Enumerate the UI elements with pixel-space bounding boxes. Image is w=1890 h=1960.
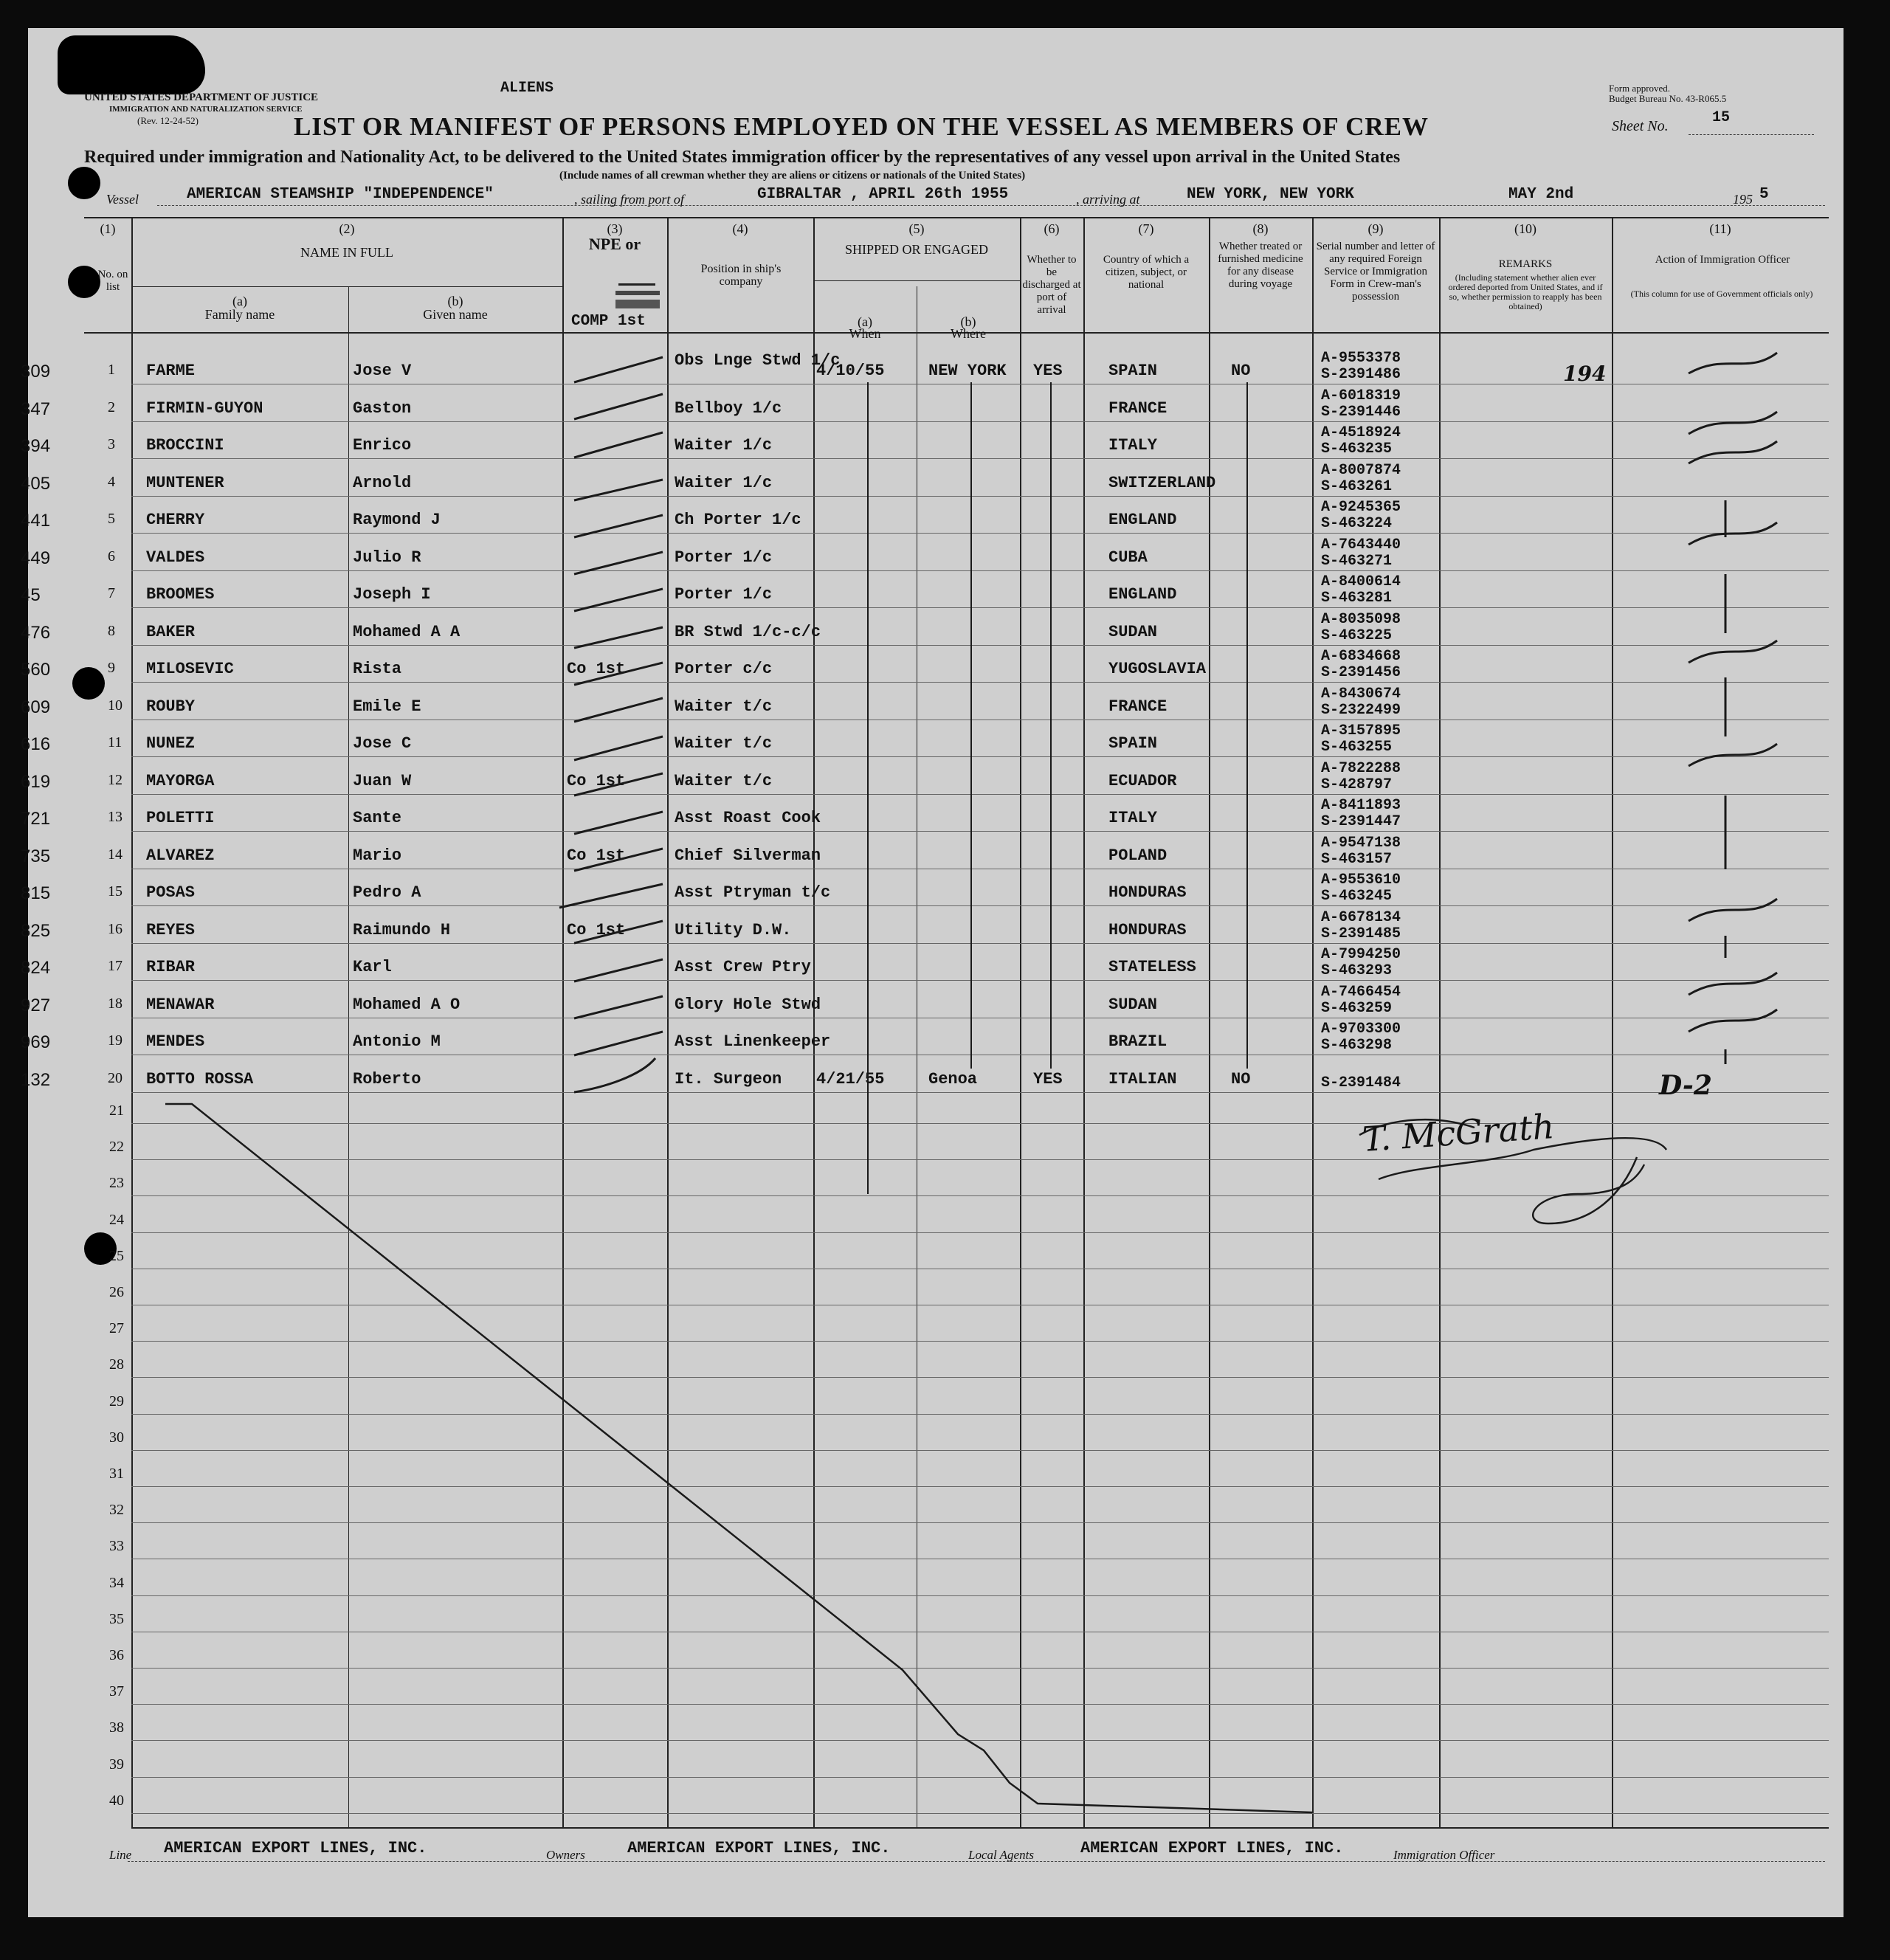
budget-bureau: Budget Bureau No. 43-R065.5 xyxy=(1609,93,1727,104)
row-country: HONDURAS xyxy=(1108,883,1187,902)
row-family-name: NUNEZ xyxy=(146,734,196,753)
row-serial-a: A-8400614 xyxy=(1321,573,1401,590)
empty-row-number: 28 xyxy=(109,1356,124,1373)
handwriting-overlay xyxy=(28,28,1844,1917)
row-serial-s: S-463235 xyxy=(1321,441,1393,458)
row-family-name: REYES xyxy=(146,920,196,939)
row-serial-a: A-7466454 xyxy=(1321,983,1401,1001)
row-country: ENGLAND xyxy=(1108,511,1177,529)
col6-label: Whether to be discharged at port of arrival xyxy=(1022,254,1081,316)
row-position: Porter 1/c xyxy=(675,548,773,567)
row-npe-value: Co 1st xyxy=(567,660,626,678)
row-row-number: 3 xyxy=(108,436,115,452)
row-ref-number: 735 xyxy=(21,846,51,866)
row-row-number: 2 xyxy=(108,398,115,415)
row-family-name: ROUBY xyxy=(146,697,196,716)
footer-owners-label: Owners xyxy=(546,1848,585,1862)
row-serial-a: A-7643440 xyxy=(1321,536,1401,553)
row-serial-a: A-8007874 xyxy=(1321,461,1401,479)
empty-row-number: 36 xyxy=(109,1647,124,1663)
footer-agents-label: Local Agents xyxy=(968,1848,1034,1862)
row-ref-number: 347 xyxy=(21,398,51,419)
col11-note: (This column for use of Government officials only) xyxy=(1630,289,1813,299)
footer-officer-label: Immigration Officer xyxy=(1393,1848,1495,1862)
officer-signature: T. McGrath xyxy=(1361,1105,1556,1160)
row-given-name: Raimundo H xyxy=(353,920,451,939)
row-row-number: 7 xyxy=(108,585,115,601)
row-position: Bellboy 1/c xyxy=(675,398,782,418)
row-country: POLAND xyxy=(1108,846,1168,865)
row-family-name: BAKER xyxy=(146,622,196,641)
row-family-name: POSAS xyxy=(146,883,196,902)
row-position: Waiter t/c xyxy=(675,697,773,716)
row-given-name: Enrico xyxy=(353,436,412,455)
row-serial-a: A-9547138 xyxy=(1321,834,1401,852)
col2a-num: (a) xyxy=(232,294,247,308)
col6-num: (6) xyxy=(1044,221,1060,236)
col5a-label: When xyxy=(849,326,881,341)
row-position: It. Surgeon xyxy=(675,1069,782,1088)
row-serial-a: A-3157895 xyxy=(1321,722,1401,739)
row-serial-s: S-463298 xyxy=(1321,1037,1393,1054)
row-position: Porter c/c xyxy=(675,660,773,678)
col11-num: (11) xyxy=(1709,221,1731,236)
row-row-number: 20 xyxy=(108,1069,123,1086)
row-country: SUDAN xyxy=(1108,995,1158,1014)
empty-row-number: 32 xyxy=(109,1502,124,1519)
year-prefix: 195 xyxy=(1733,192,1753,207)
empty-row-number: 23 xyxy=(109,1175,124,1192)
row-family-name: BOTTO ROSSA xyxy=(146,1069,254,1088)
row-ref-number: 405 xyxy=(21,473,51,494)
row-serial-s: S-2391447 xyxy=(1321,813,1401,830)
row-serial-s: S-463225 xyxy=(1321,627,1393,644)
row-ref-number: 560 xyxy=(21,660,51,680)
empty-row-number: 30 xyxy=(109,1429,124,1446)
row-row-number: 12 xyxy=(108,771,123,788)
row-row-number: 4 xyxy=(108,473,115,490)
empty-row-number: 25 xyxy=(109,1247,124,1264)
col10-num: (10) xyxy=(1514,221,1537,236)
row-family-name: FARME xyxy=(146,362,196,380)
row-given-name: Roberto xyxy=(353,1069,421,1088)
row-serial-a: A-9553378 xyxy=(1321,350,1401,367)
form-revision: (Rev. 12-24-52) xyxy=(137,115,199,126)
row-ref-number: 927 xyxy=(21,995,51,1015)
row-serial-a: A-9245365 xyxy=(1321,499,1401,516)
row-given-name: Raymond J xyxy=(353,511,441,529)
row-position: Chief Silverman xyxy=(675,846,821,865)
row-medicine: NO xyxy=(1231,1069,1251,1088)
row-ref-number: 394 xyxy=(21,436,51,456)
col2a-label: Family name xyxy=(204,307,275,322)
row-position: Waiter 1/c xyxy=(675,436,773,455)
row-country: CUBA xyxy=(1108,548,1148,567)
row-serial-a: A-7994250 xyxy=(1321,946,1401,963)
row-family-name: FIRMIN-GUYON xyxy=(146,398,263,418)
row-family-name: RIBAR xyxy=(146,958,196,976)
row-country: ENGLAND xyxy=(1108,585,1177,604)
row-family-name: MILOSEVIC xyxy=(146,660,234,678)
subnote: (Include names of all crewman whether they are aliens or citizens or nationals of the United States) xyxy=(559,170,1026,182)
row-position: Waiter t/c xyxy=(675,734,773,753)
row-ref-number: 619 xyxy=(21,771,51,792)
row-serial-s: S-463293 xyxy=(1321,962,1393,979)
row-npe-value: Co 1st xyxy=(567,920,626,939)
row-row-number: 9 xyxy=(108,660,115,676)
row-row-number: 13 xyxy=(108,809,123,825)
row-serial-a: A-7822288 xyxy=(1321,759,1401,777)
row-serial-s: S-2391485 xyxy=(1321,925,1401,942)
empty-row-number: 26 xyxy=(109,1284,124,1300)
row-ref-number: 132 xyxy=(21,1069,51,1090)
row-country: ITALY xyxy=(1108,809,1158,827)
sailing-port: GIBRALTAR , APRIL 26th 1955 xyxy=(757,186,1009,203)
col1-label: No. on list xyxy=(97,269,128,293)
row-country: STATELESS xyxy=(1108,958,1196,976)
row-country: SPAIN xyxy=(1108,362,1158,380)
row-country: ECUADOR xyxy=(1108,771,1177,790)
row-given-name: Mohamed A O xyxy=(353,995,461,1014)
row-family-name: MENAWAR xyxy=(146,995,215,1014)
empty-row-number: 27 xyxy=(109,1320,124,1337)
row-family-name: MAYORGA xyxy=(146,771,215,790)
row-serial-s: S-463245 xyxy=(1321,888,1393,905)
row-family-name: MUNTENER xyxy=(146,473,224,492)
row-npe-value: Co 1st xyxy=(567,846,626,865)
row-ref-number: 616 xyxy=(21,734,51,754)
empty-row-number: 24 xyxy=(109,1211,124,1228)
row-position: Asst Ptryman t/c xyxy=(675,883,831,902)
cancel-line xyxy=(165,1104,1312,1812)
row-country: FRANCE xyxy=(1108,398,1168,418)
col5-label: SHIPPED OR ENGAGED xyxy=(844,242,988,257)
page-title: LIST OR MANIFEST OF PERSONS EMPLOYED ON THE VESSEL AS MEMBERS OF CREW xyxy=(294,112,1429,141)
row-given-name: Jose C xyxy=(353,734,412,753)
row-family-name: MENDES xyxy=(146,1032,205,1051)
vessel-label: Vessel xyxy=(106,192,139,207)
row-country: ITALIAN xyxy=(1108,1069,1177,1088)
row-position: Obs Lnge Stwd 1/c xyxy=(675,351,841,370)
row-family-name: BROCCINI xyxy=(146,436,224,455)
row-position: Asst Roast Cook xyxy=(675,809,821,827)
sailing-label: , sailing from port of xyxy=(574,192,684,207)
row-position: Asst Crew Ptry xyxy=(675,958,811,976)
col9-label: Serial number and letter of any required Foreign Service or Immigration Form in Crew-man's possession xyxy=(1316,241,1435,303)
empty-row-number: 34 xyxy=(109,1574,124,1591)
row-position: Waiter 1/c xyxy=(675,473,773,492)
row-ref-number: 449 xyxy=(21,548,51,568)
row-given-name: Juan W xyxy=(353,771,412,790)
row-given-name: Mohamed A A xyxy=(353,622,461,641)
row-row-number: 18 xyxy=(108,995,123,1012)
row-serial-a: A-8411893 xyxy=(1321,797,1401,814)
row-serial-s: S-428797 xyxy=(1321,776,1393,793)
row-ref-number: 441 xyxy=(21,511,51,531)
row-position: Glory Hole Stwd xyxy=(675,995,821,1014)
sheet-label: Sheet No. xyxy=(1612,118,1669,134)
row-row-number: 6 xyxy=(108,548,115,565)
col11-label: Action of Immigration Officer xyxy=(1655,254,1790,266)
row-serial-a: A-8035098 xyxy=(1321,610,1401,628)
row-country: SUDAN xyxy=(1108,622,1158,641)
row-ref-number: 824 xyxy=(21,958,51,978)
aliens-label: ALIENS xyxy=(500,80,554,97)
row-serial-a: A-9703300 xyxy=(1321,1021,1401,1038)
row-family-name: POLETTI xyxy=(146,809,215,827)
col8-label: Whether treated or furnished medicine for any disease during voyage xyxy=(1218,241,1303,290)
npe-check-marks xyxy=(559,357,663,1092)
row-row-number: 15 xyxy=(108,883,123,900)
row-position: Utility D.W. xyxy=(675,920,792,939)
row-row-number: 10 xyxy=(108,697,123,714)
col3-num: (3) xyxy=(607,221,623,236)
empty-row-number: 35 xyxy=(109,1610,124,1627)
row-given-name: Sante xyxy=(353,809,402,827)
row-row-number: 1 xyxy=(108,362,115,378)
row-serial-s: S-2391456 xyxy=(1321,664,1401,681)
row-position: Porter 1/c xyxy=(675,585,773,604)
row-officer-action: D-2 xyxy=(1659,1069,1712,1101)
col5a-num: (a) xyxy=(858,314,872,329)
row-shipped-when: 4/10/55 xyxy=(816,362,885,380)
col10-note: (Including statement whether alien ever ordered deported from United States, and if so, whether permission to reapply has been obtained) xyxy=(1448,272,1603,311)
col4-label: Position in ship's company xyxy=(700,263,782,288)
row-position: Ch Porter 1/c xyxy=(675,511,801,529)
row-given-name: Joseph I xyxy=(353,585,431,604)
col9-num: (9) xyxy=(1368,221,1384,236)
row-serial-a: A-6834668 xyxy=(1321,648,1401,665)
row-given-name: Gaston xyxy=(353,398,412,418)
col2-label: NAME IN FULL xyxy=(300,245,393,260)
row-ref-number: 815 xyxy=(21,883,51,903)
row-country: HONDURAS xyxy=(1108,920,1187,939)
col3-hand: COMP 1st xyxy=(571,313,646,330)
row-given-name: Emile E xyxy=(353,697,421,716)
col5-num: (5) xyxy=(908,221,925,236)
col5b-label: Where xyxy=(951,326,986,341)
row-country: ITALY xyxy=(1108,436,1158,455)
row-serial-s: S-2391446 xyxy=(1321,403,1401,421)
manifest-sheet xyxy=(21,28,1844,1917)
empty-row-number: 39 xyxy=(109,1756,124,1773)
row-serial-a: A-6018319 xyxy=(1321,387,1401,404)
agency-line2: IMMIGRATION AND NATURALIZATION SERVICE xyxy=(109,105,303,114)
footer-owners-value: AMERICAN EXPORT LINES, INC. xyxy=(627,1839,891,1857)
row-given-name: Jose V xyxy=(353,362,412,380)
row-given-name: Rista xyxy=(353,660,402,678)
empty-row-number: 31 xyxy=(109,1466,124,1482)
row-position: Asst Linenkeeper xyxy=(675,1032,831,1051)
row-given-name: Arnold xyxy=(353,473,412,492)
empty-row-number: 33 xyxy=(109,1538,124,1555)
row-serial-s: S-463224 xyxy=(1321,515,1393,532)
row-family-name: CHERRY xyxy=(146,511,205,529)
col1-num: (1) xyxy=(100,221,116,236)
row-shipped-when: 4/21/55 xyxy=(816,1069,885,1088)
subtitle: Required under immigration and Nationality Act, to be delivered to the United States immigration officer by the representatives of any vessel upon arrival in the United States xyxy=(84,148,1401,167)
row-row-number: 11 xyxy=(108,734,123,750)
row-serial-s: S-463255 xyxy=(1321,739,1393,756)
row-serial-s: S-2391486 xyxy=(1321,366,1401,383)
row-ref-number: 476 xyxy=(21,622,51,643)
row-ref-number: 969 xyxy=(21,1032,51,1052)
row-country: SPAIN xyxy=(1108,734,1158,753)
row-row-number: 14 xyxy=(108,846,123,863)
row-country: FRANCE xyxy=(1108,697,1168,716)
row-family-name: BROOMES xyxy=(146,585,215,604)
row-ref-number: 825 xyxy=(21,920,51,941)
row-given-name: Karl xyxy=(353,958,392,976)
row-row-number: 19 xyxy=(108,1032,123,1049)
row-shipped-where: Genoa xyxy=(928,1069,978,1088)
row-given-name: Pedro A xyxy=(353,883,421,902)
row-discharge: YES xyxy=(1033,1069,1063,1088)
row-serial-a: A-8430674 xyxy=(1321,685,1401,703)
row-given-name: Julio R xyxy=(353,548,421,567)
row-country: SWITZERLAND xyxy=(1108,473,1216,492)
row-country: YUGOSLAVIA xyxy=(1108,660,1207,678)
row-remarks: 194 xyxy=(1563,362,1607,386)
row-position: Waiter t/c xyxy=(675,771,773,790)
row-row-number: 5 xyxy=(108,511,115,527)
row-serial-a: A-4518924 xyxy=(1321,424,1401,441)
row-ref-number: 609 xyxy=(21,697,51,717)
empty-row-number: 40 xyxy=(109,1792,124,1809)
row-family-name: ALVAREZ xyxy=(146,846,215,865)
row-serial-s: S-463281 xyxy=(1321,590,1393,607)
row-serial-s: S-463261 xyxy=(1321,477,1393,495)
empty-row-number: 38 xyxy=(109,1719,124,1736)
agency-line1: UNITED STATES DEPARTMENT OF JUSTICE xyxy=(84,92,319,103)
row-row-number: 16 xyxy=(108,920,123,937)
row-country: BRAZIL xyxy=(1108,1032,1168,1051)
row-ref-number: 721 xyxy=(21,809,51,829)
row-serial-s: S-463259 xyxy=(1321,999,1393,1017)
empty-row-number: 37 xyxy=(109,1683,124,1700)
footer-line-value: AMERICAN EXPORT LINES, INC. xyxy=(164,1839,427,1857)
row-discharge: YES xyxy=(1033,362,1063,380)
ditto-lines xyxy=(868,382,1247,1194)
row-serial-s: S-2391484 xyxy=(1321,1074,1401,1091)
row-serial-a: A-9553610 xyxy=(1321,872,1401,888)
footer-agents-value: AMERICAN EXPORT LINES, INC. xyxy=(1080,1839,1344,1857)
row-row-number: 8 xyxy=(108,622,115,639)
empty-row-number: 21 xyxy=(109,1102,124,1119)
col10-label: REMARKS xyxy=(1498,258,1553,270)
row-ref-number: 45 xyxy=(21,585,41,605)
col2-num: (2) xyxy=(339,221,355,236)
col8-num: (8) xyxy=(1252,221,1269,236)
row-position: BR Stwd 1/c-c/c xyxy=(675,622,821,641)
row-given-name: Antonio M xyxy=(353,1032,441,1051)
year-suffix: 5 xyxy=(1759,186,1769,203)
col3-label: NPE or xyxy=(588,235,641,253)
row-npe-value: Co 1st xyxy=(567,771,626,790)
empty-row-number: 22 xyxy=(109,1139,124,1156)
row-row-number: 17 xyxy=(108,958,123,974)
row-ref-number: 309 xyxy=(21,362,51,382)
col2b-num: (b) xyxy=(447,294,463,308)
row-medicine: NO xyxy=(1231,362,1251,380)
row-serial-s: S-463271 xyxy=(1321,552,1393,570)
row-serial-a: A-6678134 xyxy=(1321,908,1401,926)
arriving-label: , arriving at xyxy=(1076,192,1140,207)
row-serial-s: S-2322499 xyxy=(1321,701,1401,719)
arrival-date: MAY 2nd xyxy=(1508,186,1574,203)
row-serial-s: S-463157 xyxy=(1321,850,1393,868)
empty-row-number: 29 xyxy=(109,1393,124,1409)
col7-num: (7) xyxy=(1138,221,1154,236)
sheet-number: 15 xyxy=(1712,109,1731,126)
officer-marks xyxy=(1689,353,1777,1064)
footer-line-label: Line xyxy=(109,1848,132,1862)
col7-label: Country of which a citizen, subject, or national xyxy=(1103,254,1190,291)
col4-num: (4) xyxy=(732,221,748,236)
col2b-label: Given name xyxy=(423,307,488,322)
row-family-name: VALDES xyxy=(146,548,205,567)
col5b-num: (b) xyxy=(960,314,976,329)
vessel-name: AMERICAN STEAMSHIP "INDEPENDENCE" xyxy=(187,186,494,203)
form-approved: Form approved. xyxy=(1609,83,1671,94)
arriving-port: NEW YORK, NEW YORK xyxy=(1187,186,1354,203)
row-given-name: Mario xyxy=(353,846,402,865)
row-shipped-where: NEW YORK xyxy=(928,362,1007,380)
